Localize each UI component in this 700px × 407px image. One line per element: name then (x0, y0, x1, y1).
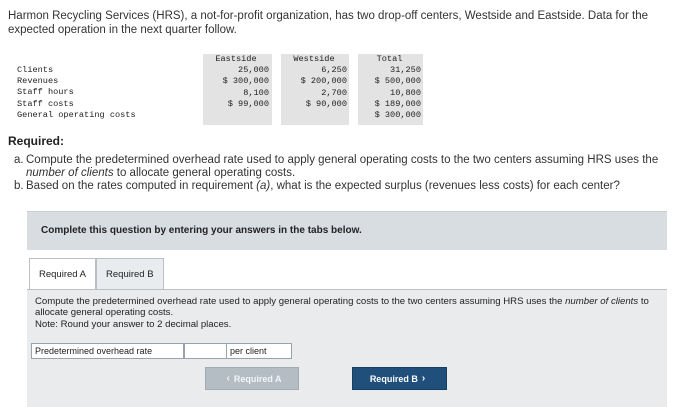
column-westside (281, 54, 349, 125)
column-total (358, 54, 423, 125)
cell-eastside-staff-hours: 8,100 (243, 87, 269, 98)
cell-westside-revenues: $ 200,000 (300, 76, 347, 87)
answer-panel (27, 289, 667, 407)
per-client-unit: per client (227, 343, 292, 359)
cell-total-staff-hours: 10,800 (390, 87, 421, 98)
row-label-clients: Clients (17, 65, 54, 75)
answer-tabs (29, 258, 164, 290)
cell-total-general-operating-costs: $ 300,000 (374, 110, 421, 121)
requirement-b-text: Based on the rates computed in requirement (a), what is the expected surplus (revenues less costs) for each center? (26, 180, 620, 192)
row-label-general-operating-costs: General operating costs (17, 109, 136, 120)
column-header-total: Total (376, 54, 403, 64)
predetermined-overhead-rate-input[interactable] (184, 343, 227, 359)
rounding-note: Note: Round your answer to 2 decimal places. (35, 318, 232, 330)
chevron-right-icon: › (421, 373, 426, 384)
tab-required-a[interactable]: Required A (29, 258, 96, 290)
panel-instructions: Compute the predetermined overhead rate used to apply general operating costs to the two centers assuming HRS uses the number of clients to allocate general operating costs. Note: Round your answer to 2 decimal places. (35, 296, 649, 330)
row-label-revenues: Revenues (17, 76, 59, 87)
cell-eastside-revenues: $ 300,000 (222, 76, 269, 87)
requirement-a (14, 154, 694, 180)
row-label-staff-costs: Staff costs (17, 98, 74, 109)
previous-button-label: Required A (233, 373, 282, 384)
next-button-label: Required B (369, 373, 418, 384)
cell-westside-clients: 6,250 (321, 65, 347, 76)
cell-westside-staff-hours: 2,700 (321, 87, 347, 98)
requirement-b (14, 180, 694, 193)
next-button[interactable] (352, 367, 447, 390)
requirements-list (14, 154, 694, 193)
cell-westside-staff-costs: $ 90,000 (305, 98, 347, 109)
column-header-eastside: Eastside (215, 54, 257, 64)
cell-total-clients: 31,250 (390, 65, 421, 76)
column-eastside (203, 54, 272, 125)
cell-eastside-clients: 25,000 (238, 65, 269, 76)
cell-eastside-staff-costs: $ 99,000 (227, 98, 269, 109)
required-heading: Required: (8, 134, 65, 148)
instructions-banner (27, 211, 667, 250)
chevron-left-icon: ‹ (226, 373, 230, 384)
cell-total-revenues: $ 500,000 (374, 76, 421, 87)
predetermined-overhead-rate-label: Predetermined overhead rate (31, 343, 184, 359)
intro-text: Harmon Recycling Services (HRS), a not-for-profit organization, has two drop-off centers, Westside and Eastside. Data for the expected operation in the next quarter follow. (8, 10, 649, 36)
cell-total-staff-costs: $ 189,000 (374, 98, 421, 109)
previous-button[interactable] (205, 367, 299, 390)
requirement-b-tag: b. (14, 180, 24, 192)
instructions-text: Complete this question by entering your answers in the tabs below. (41, 225, 362, 236)
row-label-staff-hours: Staff hours (17, 87, 74, 98)
row-labels (17, 65, 177, 121)
requirement-a-text: Compute the predetermined overhead rate used to apply general operating costs to the two centers assuming HRS uses the number of clients to allocate general operating costs. (26, 154, 659, 179)
requirement-a-tag: a. (14, 154, 24, 166)
column-header-westside: Westside (293, 54, 335, 64)
tab-required-b[interactable]: Required B (96, 258, 164, 290)
answer-row (31, 343, 292, 359)
